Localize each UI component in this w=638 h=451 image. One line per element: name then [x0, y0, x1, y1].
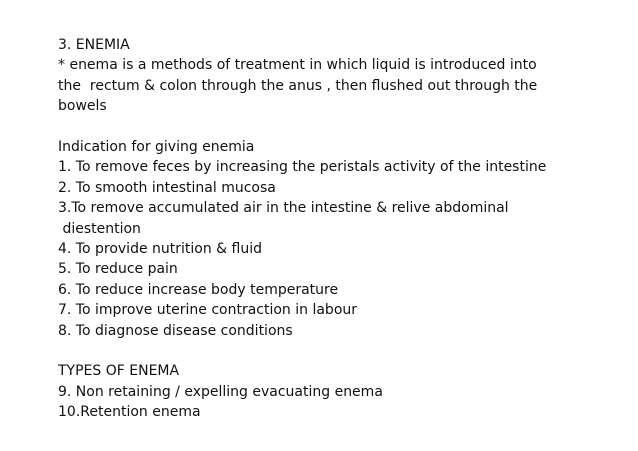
- list-item: 8. To diagnose disease conditions: [58, 322, 293, 339]
- definition-line: the rectum & colon through the anus , then flushed out through the: [58, 77, 538, 94]
- list-item: 9. Non retaining / expelling evacuating enema: [58, 383, 383, 400]
- types-heading: TYPES OF ENEMA: [58, 363, 180, 380]
- indications-list: [58, 157, 618, 341]
- list-item: diestention: [58, 220, 141, 237]
- list-item: 6. To reduce increase body temperature: [58, 281, 339, 298]
- indication-heading: Indication for giving enemia: [58, 139, 255, 156]
- list-item: 4. To provide nutrition & fluid: [58, 241, 263, 258]
- section-heading: 3. ENEMIA: [58, 37, 130, 53]
- list-item: 2. To smooth intestinal mucosa: [58, 179, 276, 196]
- list-item: 7. To improve uterine contraction in labour: [58, 302, 358, 319]
- list-item: 3.To remove accumulated air in the intestine & relive abdominal: [58, 200, 509, 217]
- paragraph-spacer: [58, 341, 618, 361]
- document-body: [58, 35, 618, 423]
- definition-paragraph: [58, 55, 618, 116]
- list-item: 5. To reduce pain: [58, 261, 178, 278]
- definition-line: bowels: [58, 98, 107, 115]
- definition-line: * enema is a methods of treatment in which liquid is introduced into: [58, 57, 537, 74]
- types-list: [58, 382, 618, 423]
- list-item: 1. To remove feces by increasing the peristals activity of the intestine: [58, 159, 547, 176]
- list-item: 10.Retention enema: [58, 404, 201, 421]
- paragraph-spacer: [58, 117, 618, 137]
